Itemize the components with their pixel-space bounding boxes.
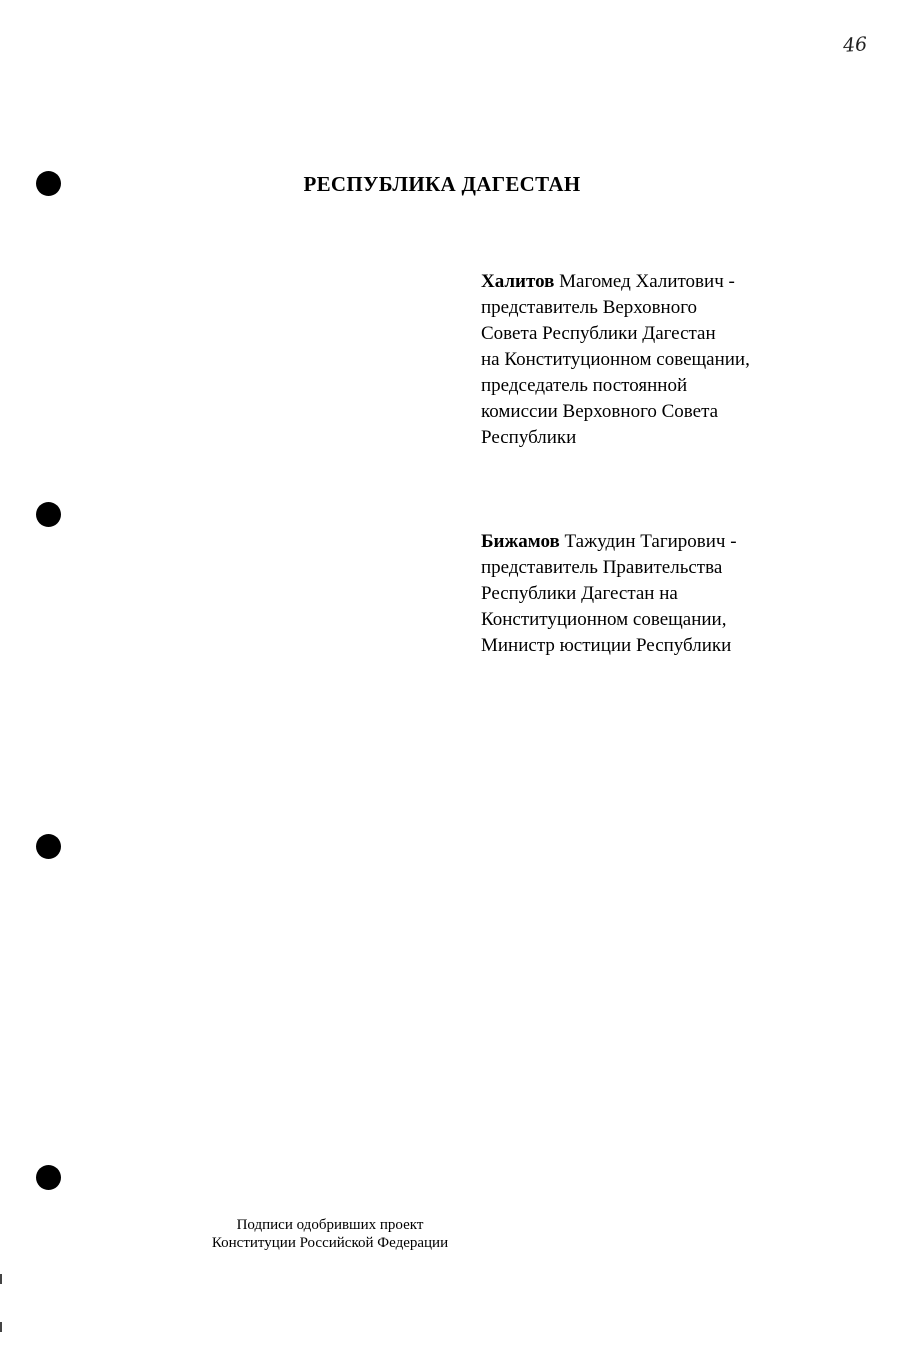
signatory-block-1 <box>481 269 891 451</box>
footer-caption-line-2: Конституции Российской Федерации <box>211 1235 449 1251</box>
punch-hole-3 <box>36 834 61 859</box>
scan-speck <box>0 1322 2 1332</box>
punch-hole-4 <box>36 1165 61 1190</box>
signatory-position-line: Совета Республики Дагестан <box>481 323 716 344</box>
signatory-position-line: на Конституционном совещании, <box>481 349 750 370</box>
signatory-position-line: представитель Верховного <box>481 297 698 318</box>
signatory-given-names: Тажудин Тагирович - <box>559 531 737 552</box>
signatory-name-line <box>481 269 891 295</box>
signatory-position-line: Республики Дагестан на <box>481 583 678 604</box>
signatory-name-line <box>481 529 891 555</box>
punch-hole-2 <box>36 502 61 527</box>
signatory-surname: Бижамов <box>481 531 560 552</box>
footer-caption-line-1: Подписи одобривших проект <box>236 1217 424 1233</box>
footer-caption <box>180 1216 480 1252</box>
signatory-block-2 <box>481 529 891 659</box>
signatory-given-names: Магомед Халитович - <box>554 271 735 292</box>
signatory-surname: Халитов <box>481 271 555 292</box>
signatory-position-line: представитель Правительства <box>481 557 723 578</box>
scan-speck <box>0 1274 2 1284</box>
handwritten-page-number: 46 <box>842 33 868 57</box>
signatory-position-line: Республики <box>481 427 577 448</box>
signatory-position-line: комиссии Верховного Совета <box>481 401 719 422</box>
signatory-position-line: Конституционном совещании, <box>481 609 727 630</box>
signatory-position-line: Министр юстиции Республики <box>481 635 732 656</box>
document-title: РЕСПУБЛИКА ДАГЕСТАН <box>303 172 581 196</box>
signatory-position-line: председатель постоянной <box>481 375 688 396</box>
